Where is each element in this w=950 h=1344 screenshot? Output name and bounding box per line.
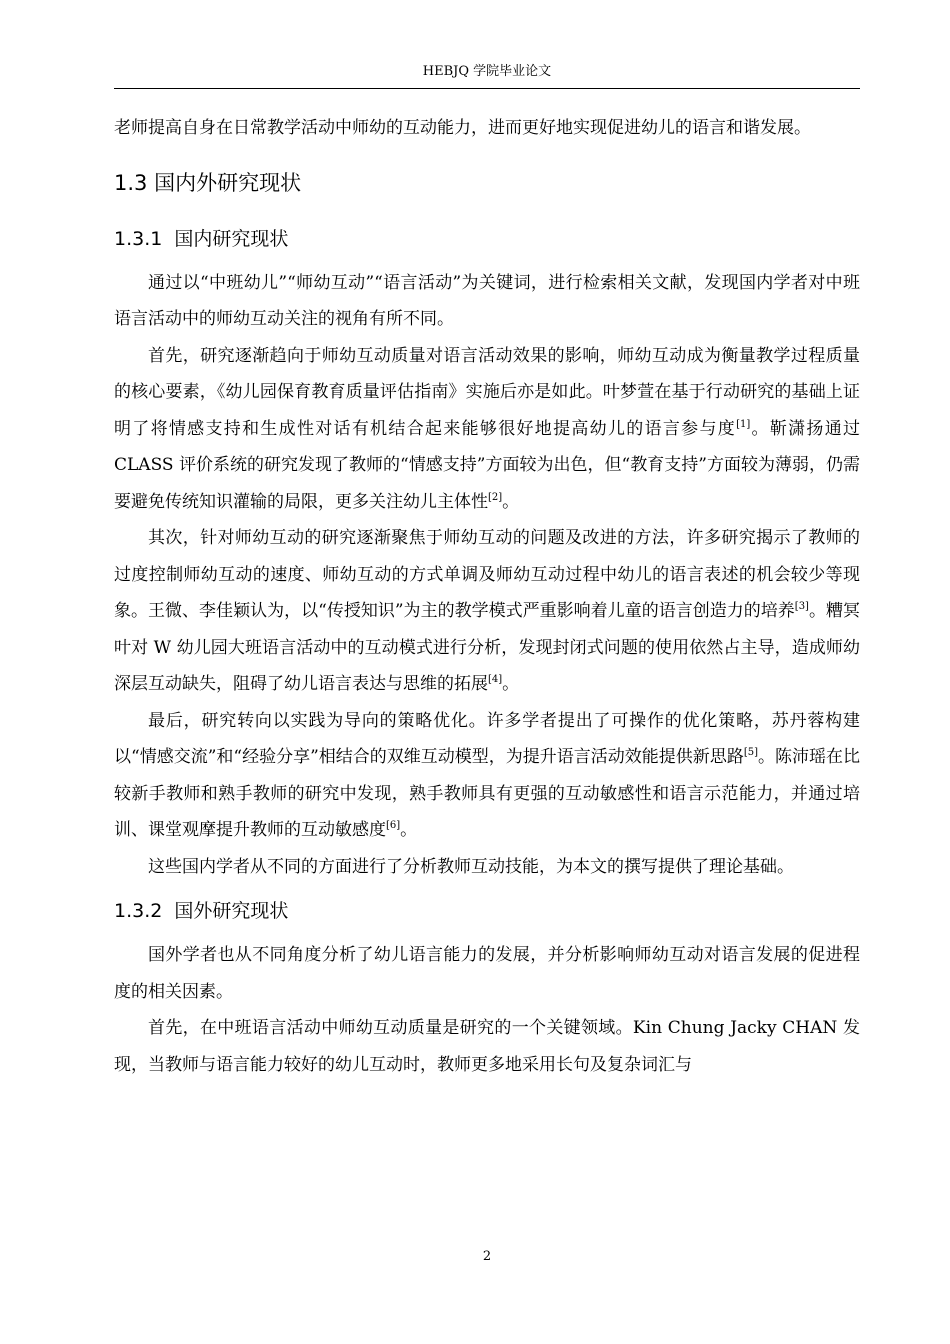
paragraph-text: 。陈沛瑶在比较新手教师和熟手教师的研究中发现，熟手教师具有更强的互动敏感性和语言示范能力，并通过培训、课堂观摩提升教师的互动敏感度: [114, 747, 861, 840]
paragraph-foreign-intro: 国外学者也从不同角度分析了幼儿语言能力的发展，并分析影响师幼互动对语言发展的促进程度的相关因素。: [114, 945, 860, 1002]
subsection-title: 国内研究现状: [174, 227, 289, 250]
paragraph-text: 其次，针对师幼互动的研究逐渐聚焦于师幼互动的问题及改进的方法，许多研究揭示了教师的过度控制师幼互动的速度、师幼互动的方式单调及师幼互动过程中幼儿的语言表述的机会较少等现象。王微、李佳颖认为，以“传授知识”为主的教学模式严重影响着儿童的语言创造力的培养: [114, 528, 860, 621]
paragraph-text: 。: [502, 491, 520, 512]
paragraph-keywords: 通过以“中班幼儿”“师幼互动”“语言活动”为关键词，进行检索相关文献，发现国内学者对中班语言活动中的师幼互动关注的视角有所不同。: [114, 272, 860, 329]
citation-ref-1[interactable]: [1]: [736, 418, 751, 430]
citation-ref-6[interactable]: [6]: [386, 820, 401, 831]
paragraph-text: 。糟冥叶对 W 幼儿园大班语言活动中的互动模式进行分析，发现封闭式问题的使用依然占主导，造成师幼深层互动缺失，阻碍了幼儿语言表达与思维的拓展: [114, 601, 860, 694]
subsection-number: 1.3.2: [114, 900, 163, 922]
paragraph-summary: 这些国内学者从不同的方面进行了分析教师互动技能，为本文的撰写提供了理论基础。: [148, 856, 794, 877]
paragraph-text: 。: [400, 820, 418, 840]
page-number: 2: [482, 1249, 492, 1264]
page-body: [114, 110, 860, 1083]
paragraph-text: 。: [502, 674, 520, 694]
paragraph-last: [114, 703, 860, 849]
paragraph-text: 最后，研究转向以实践为导向的策略优化。许多学者提出了可操作的优化策略，苏丹蓉构建以“情感交流”和“经验分享”相结合的双维互动模型，为提升语言活动效能提供新思路: [114, 710, 860, 767]
section-heading-1-3: 1.3 国内外研究现状: [114, 170, 302, 195]
citation-ref-5[interactable]: [5]: [743, 747, 758, 758]
citation-ref-3[interactable]: [3]: [794, 601, 809, 612]
paragraph-foreign-first: 首先，在中班语言活动中师幼互动质量是研究的一个关键领域。Kin Chung Jacky CHAN 发现，当教师与语言能力较好的幼儿互动时，教师更多地采用长句及复杂词汇与: [114, 1018, 860, 1075]
header-rule: [114, 88, 860, 89]
citation-ref-2[interactable]: [2]: [488, 491, 503, 503]
paragraph-first: [114, 338, 860, 521]
citation-ref-4[interactable]: [4]: [488, 674, 503, 685]
running-header: HEBJQ 学院毕业论文: [422, 64, 552, 79]
paragraph-intro: 老师提高自身在日常教学活动中师幼的互动能力，进而更好地实现促进幼儿的语言和谐发展。: [114, 118, 811, 138]
subsection-title: 国外研究现状: [174, 900, 289, 922]
subsection-heading-1-3-2: [114, 885, 860, 937]
subsection-heading-1-3-1: [114, 213, 860, 265]
subsection-number: 1.3.1: [114, 227, 163, 250]
paragraph-text: 。靳潇扬通过 CLASS 评价系统的研究发现了教师的“情感支持”方面较为出色，但“教育支持”方面较为薄弱，仍需要避免传统知识灌输的局限，更多关注幼儿主体性: [114, 418, 861, 512]
paragraph-text: 首先，研究逐渐趋向于师幼互动质量对语言活动效果的影响，师幼互动成为衡量教学过程质量的核心要素，《幼儿园保育教育质量评估指南》实施后亦是如此。叶梦萱在基于行动研究的基础上证明了将情感支持和生成性对话有机结合起来能够很好地提高幼儿的语言参与度: [114, 345, 860, 439]
paragraph-second: [114, 520, 860, 703]
